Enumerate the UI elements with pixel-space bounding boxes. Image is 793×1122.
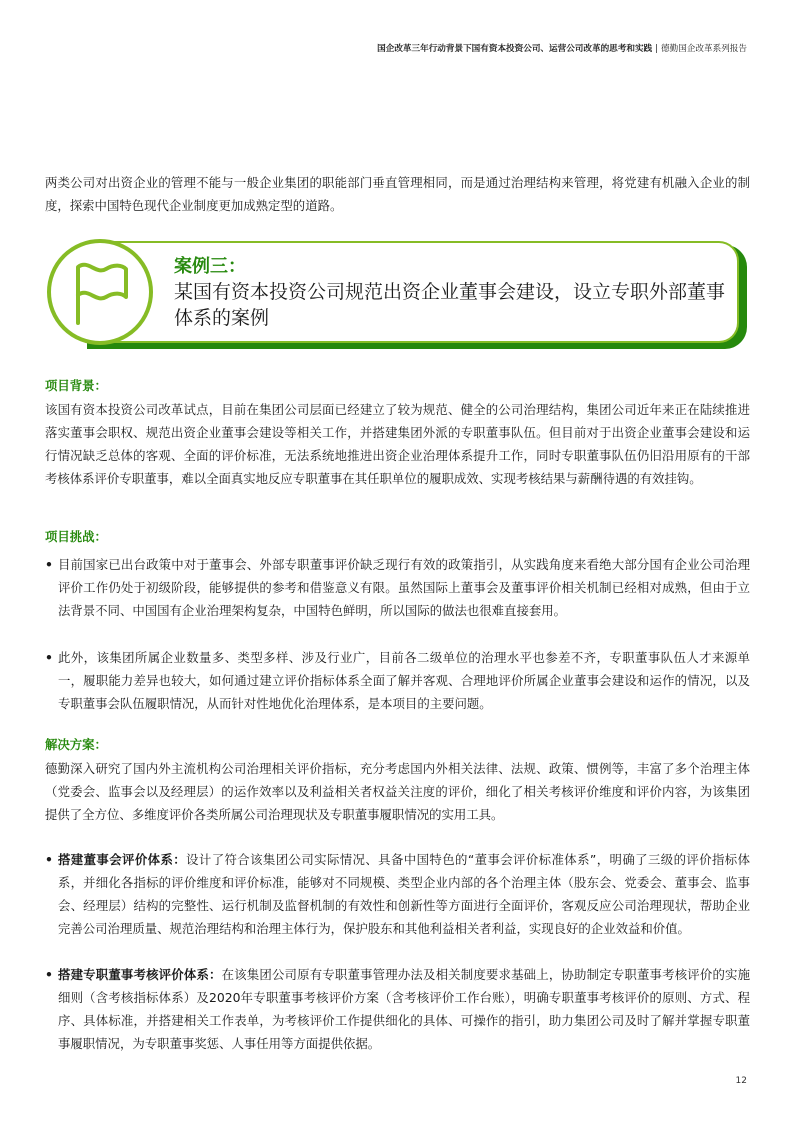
header-separator: | [655, 44, 659, 54]
solution-item-text: 在该集团公司原有专职董事管理办法及相关制度要求基础上，协助制定专职董事考核评价的实施细则（含考核指标体系）及2020年专职董事考核评价方案（含考核评价工作台账），明确专职董事考核评价的原则、方式、程序、具体标准，并搭建相关工作表单，为考核评价工作提供细化的具体、可操作的指引，助力集团公司及时了解并掌握专职董事履职情况，为专职董事奖惩、人事任用等方面提供依据。 [58, 967, 751, 1051]
flag-icon [72, 261, 132, 325]
case-label: 案例三： [174, 256, 246, 277]
header-brand: 德勤国企改革系列报告 [661, 44, 747, 54]
solution-item-lead: 搭建专职董事考核评价体系： [58, 967, 222, 982]
challenge-item [45, 646, 750, 715]
running-header [377, 42, 747, 54]
challenge-text: 目前国家已出台政策中对于董事会、外部专职董事评价缺乏现行有效的政策指引，从实践角度来看绝大部分国有企业公司治理评价工作仍处于初级阶段，能够提供的参考和借鉴意义有限。虽然国际上董事会及董事评价相关机制已经相对成熟，但由于立法背景不同、中国国有企业治理架构复杂，中国特色鲜明，所以国际的做法也很难直接套用。 [58, 557, 750, 618]
background-body: 该国有资本投资公司改革试点，目前在集团公司层面已经建立了较为规范、健全的公司治理结构，集团公司近年来正在陆续推进落实董事会职权、规范出资企业董事会建设等相关工作，并搭建集团外派的专职董事队伍。但目前对于出资企业董事会建设和运行情况缺乏总体的客观、全面的评价标准，无法系统地推进出资企业治理体系提升工作，同时专职董事队伍仍旧沿用原有的干部考核体系评价专职董事，难以全面真实地反应专职董事在其任职单位的履职成效、实现考核结果与薪酬待遇的有效挂钩。 [45, 402, 750, 486]
challenges-heading: 项目挑战： [45, 529, 107, 544]
solution-heading: 解决方案： [45, 737, 107, 752]
solution-item [45, 848, 750, 940]
bullet-dot: • [45, 557, 53, 572]
solution-body: 德勤深入研究了国内外主流机构公司治理相关评价指标，充分考虑国内外相关法律、法规、政策、惯例等，丰富了多个治理主体（党委会、监事会以及经理层）的运作效率以及利益相关者权益关注度的评价，细化了相关考核评价维度和评价内容，为该集团提供了全方位、多维度评价各类所属公司治理现状及专职董事履职情况的实用工具。 [45, 761, 750, 822]
solution-item-text: 设计了符合该集团公司实际情况、具备中国特色的“董事会评价标准体系”，明确了三级的评价指标体系，并细化各指标的评价维度和评价标准，能够对不同规模、类型企业内部的各个治理主体（股东会、党委会、董事会、监事会、经理层）结构的完整性、运行机制及监督机制的有效性和创新性等方面进行全面评价，客观反应公司治理现状，帮助企业完善公司治理质量、规范治理结构和治理主体行为，保护股东和其他利益相关者利益，实现良好的企业效益和价值。 [58, 852, 751, 936]
solution-item-content [58, 963, 750, 1055]
bullet-dot: • [45, 650, 53, 665]
background-heading: 项目背景： [45, 378, 107, 393]
solution-item-lead: 搭建董事会评价体系： [58, 852, 187, 867]
page-number: 12 [735, 1076, 747, 1086]
bullet-dot: • [45, 852, 53, 867]
header-title: 国企改革三年行动背景下国有资本投资公司、运营公司改革的思考和实践 [377, 44, 653, 54]
solution-item-content [58, 848, 750, 940]
case-title: 某国有资本投资公司规范出资企业董事会建设，设立专职外部董事体系的案例 [174, 281, 726, 329]
solution-item [45, 963, 750, 1055]
case-icon-circle [47, 239, 153, 345]
case-banner [47, 239, 749, 353]
bullet-dot: • [45, 967, 53, 982]
challenge-item [45, 553, 750, 622]
intro-paragraph: 两类公司对出资企业的管理不能与一般企业集团的职能部门垂直管理相同，而是通过治理结构来管理，将党建有机融入企业的制度，探索中国特色现代企业制度更加成熟定型的道路。 [45, 175, 750, 213]
challenge-text: 此外，该集团所属企业数量多、类型多样、涉及行业广，目前各二级单位的治理水平也参差不齐，专职董事队伍人才来源单一，履职能力差异也较大，如何通过建立评价指标体系全面了解并客观、合理地评价所属企业董事会建设和运作的情况，以及专职董事会队伍履职情况，从而针对性地优化治理体系，是本项目的主要问题。 [58, 650, 750, 711]
